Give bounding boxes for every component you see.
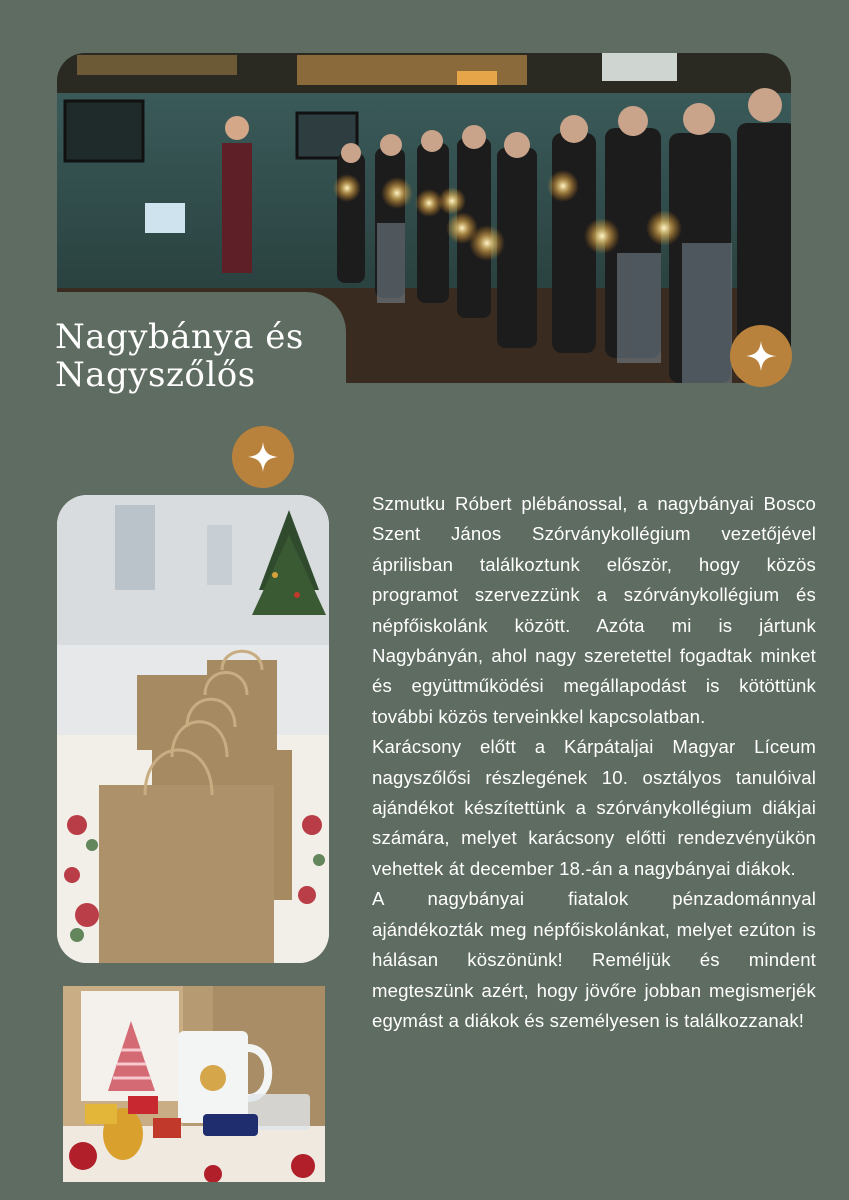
decorative-badge-middle [232, 426, 294, 488]
photo-gift-bags [57, 495, 329, 963]
page-title-line-1: Nagybánya és [55, 317, 304, 357]
sparkle-icon [248, 442, 278, 472]
article-paragraph: Szmutku Róbert plébánossal, a nagybányai Bosco Szent János Szórványkollégium vezetőjével áprilisban találkoztunk először, hogy közös programot szervezzünk a szórványkollégium és népfőiskolánk között. Azóta mi is jártunk Nagybányán, ahol nagy szeretettel fogadtak minket és együttműködési megállapodást is kötöttünk további közös terveinkkel kapcsolatban. [372, 493, 816, 727]
page-title [55, 318, 345, 394]
article-paragraph: Karácsony előtt a Kárpátaljai Magyar Líceum nagyszőlősi részlegének 10. osztályos tanulóival ajándékot készítettünk a szórványkollégium diákjai számára, melyet karácsony előtti rendezvényükön vehettek át december 18.-án a nagybányai diákok. [372, 736, 816, 879]
article-body [372, 489, 816, 1036]
sparkle-icon [746, 341, 776, 371]
photo-mug-and-sweets [63, 986, 325, 1182]
decorative-badge-top [730, 325, 792, 387]
article-paragraph: A nagybányai fiatalok pénzadománnyal ajándékozták meg népfőiskolánkat, melyet ezúton is hálásan köszönünk! Reméljük és mindent megteszünk azért, hogy jövőre jobban megismerjék egymást a diákok és személyesen is találkozzanak! [372, 888, 816, 1031]
page-title-line-2: Nagyszőlős [55, 355, 256, 395]
